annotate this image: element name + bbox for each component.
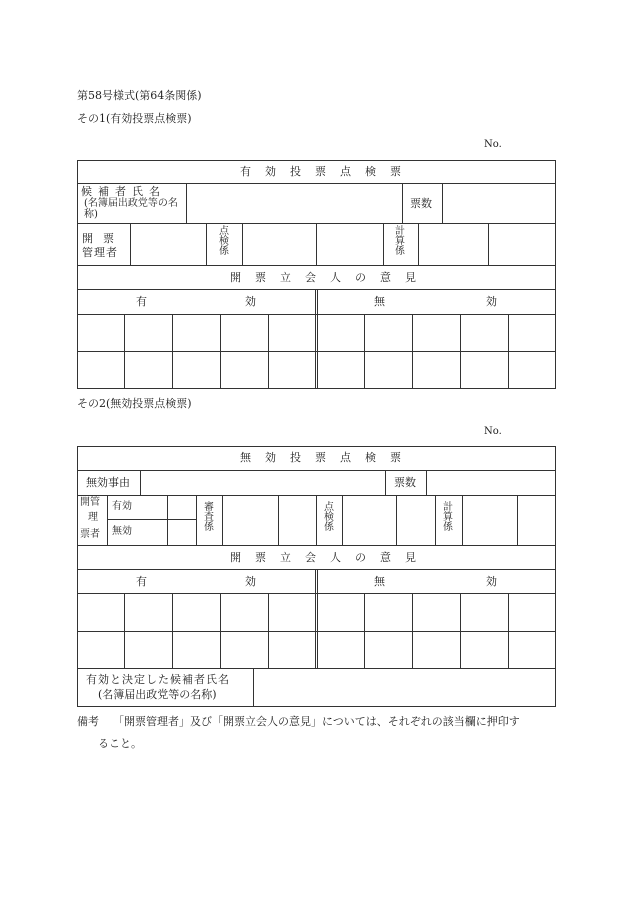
form2-kaihyo-1: 開管: [80, 497, 100, 508]
form1-kaihyo-label-2: 管理者: [82, 246, 118, 259]
form2-reason-label: 無効事由: [86, 476, 130, 489]
form2-valid-label-2: 効: [245, 575, 256, 588]
form2-decided-label-1: 有効と決定した候補者氏名: [86, 673, 230, 686]
form2-no-label: No.: [484, 426, 502, 437]
form2-votes-label: 票数: [394, 476, 416, 489]
form2-kaihyo-3: 票者: [80, 529, 100, 540]
form1-candidate-label: 候補者氏名: [81, 185, 166, 198]
form-number: 第58号様式(第64条関係): [77, 89, 202, 102]
form2-valid-small: 有効: [112, 501, 132, 512]
form1-valid-label-2: 効: [245, 295, 256, 308]
form1-valid-label: 有: [136, 295, 147, 308]
form1-invalid-label-2: 効: [486, 295, 497, 308]
form1-no-label: No.: [484, 139, 502, 150]
part2-title: その2(無効投票点検票): [77, 397, 192, 410]
form2-kaihyo-2: 理: [88, 512, 98, 523]
form1-title: 有効投票点検票: [240, 165, 415, 178]
form2-decided-label-2: (名簿届出政党等の名称): [98, 688, 217, 701]
form2-invalid-label-2: 効: [486, 575, 497, 588]
form1-kaihyo-label-1: 開票: [82, 232, 124, 245]
form2-keisan-label: 計算係: [443, 502, 453, 533]
form2-valid-label: 有: [136, 575, 147, 588]
form1-keisan-label: 計算係: [395, 226, 405, 257]
remarks-line1: 「開票管理者」及び「開票立会人の意見」については、それぞれの該当欄に押印す: [113, 715, 520, 728]
form1-votes-label: 票数: [410, 197, 432, 210]
form2-invalid-small: 無効: [112, 526, 132, 537]
form2-invalid-label: 無: [374, 575, 385, 588]
form2-tenken-label: 点検係: [324, 502, 334, 533]
form2-title: 無効投票点検票: [240, 451, 415, 464]
remarks-line2: ること。: [98, 737, 142, 750]
form1-tenken-label: 点検係: [219, 226, 229, 257]
part1-title: その1(有効投票点検票): [77, 112, 192, 125]
form1-observers-title: 開票立会人の意見: [230, 271, 430, 284]
form1-invalid-label: 無: [374, 295, 385, 308]
form1-candidate-sub: (名簿届出政党等の名称): [84, 198, 178, 220]
form2-observers-title: 開票立会人の意見: [230, 551, 430, 564]
form2-shinsa-label: 審査係: [204, 502, 214, 533]
remarks-label: 備考: [77, 715, 99, 728]
